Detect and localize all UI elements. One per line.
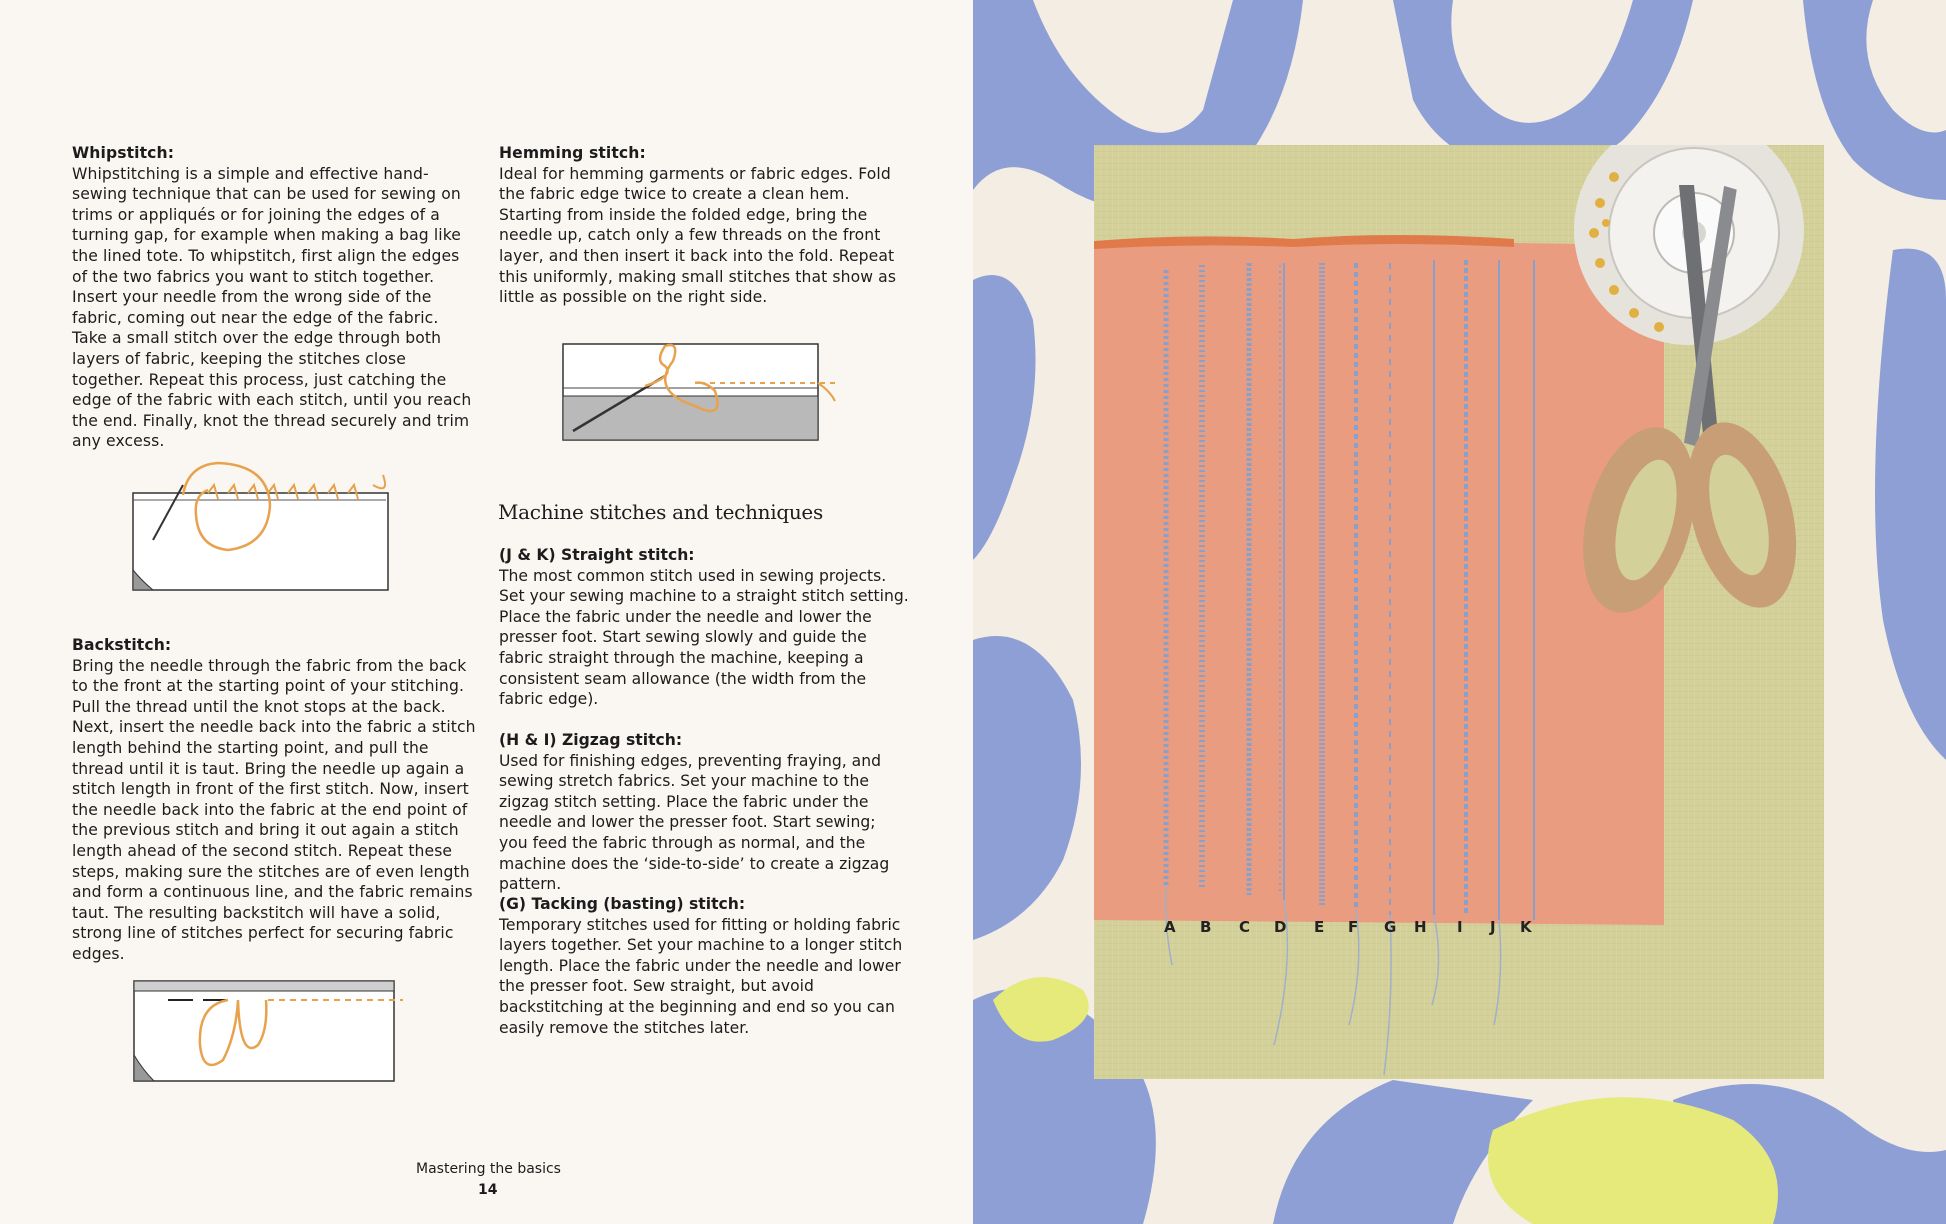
sample-letter: F (1348, 918, 1359, 936)
hemming-illustration (555, 336, 845, 446)
hemming-body: Ideal for hemming garments or fabric edges. Fold the fabric edge twice to create a clean hem. Starting from inside the folded edge, bring the needle up, catch only a few threads on the front layer, and then insert it back into the fold. Repeat this uniformly, making small stitches that show as little as possible on the right side. (499, 164, 897, 307)
sample-letter: B (1200, 918, 1212, 936)
whipstitch-illustration (128, 455, 398, 595)
hemming-heading: Hemming stitch: (499, 144, 646, 162)
hemming-section (499, 143, 904, 308)
tacking-stitch-heading: (G) Tacking (basting) stitch: (499, 895, 746, 913)
sample-letter: D (1274, 918, 1287, 936)
footer-section-title: Mastering the basics (416, 1161, 561, 1177)
sample-letter: A (1164, 918, 1176, 936)
sample-letter: K (1520, 918, 1532, 936)
sample-letter: I (1457, 918, 1463, 936)
sample-letter: E (1314, 918, 1325, 936)
straight-stitch-section (499, 545, 909, 710)
backstitch-section (72, 635, 482, 965)
sample-letter: G (1384, 918, 1397, 936)
straight-stitch-heading: (J & K) Straight stitch: (499, 546, 695, 564)
tacking-stitch-body: Temporary stitches used for fitting or holding fabric layers together. Set your machine to a longer stitch length. Place the fabric under the needle and lower the presser foot. Sew straight, but avoid backstitching at the beginning and end so you can easily remove the stitches later. (499, 915, 903, 1037)
sample-letter-row (1094, 918, 1594, 948)
whipstitch-heading: Whipstitch: (72, 144, 175, 162)
page-number: 14 (478, 1182, 498, 1198)
zigzag-stitch-heading: (H & I) Zigzag stitch: (499, 731, 683, 749)
sample-letter: C (1239, 918, 1251, 936)
machine-stitches-title: Machine stitches and techniques (498, 500, 823, 524)
straight-stitch-body: The most common stitch used in sewing projects. Set your sewing machine to a straight stitch setting. Place the fabric under the needle and lower the presser foot. Start sewing slowly and guide the fabric straight through the machine, keeping a consistent seam allowance (the width from the fabric edge). (499, 566, 909, 709)
backstitch-heading: Backstitch: (72, 636, 172, 654)
backstitch-illustration (128, 975, 418, 1085)
zigzag-stitch-body: Used for finishing edges, preventing fraying, and sewing stretch fabrics. Set your machine to the zigzag stitch setting. Place the fabric under the needle and lower the presser foot. Start sewing; you feed the fabric through as normal, and the machine does the ‘side-to-side’ to create a zigzag pattern. (499, 751, 890, 894)
whipstitch-section (72, 143, 477, 452)
backstitch-body: Bring the needle through the fabric from the back to the front at the starting point of your stitching. Pull the thread until the knot stops at the back. Next, insert the needle back into the fabric a stitch length behind the starting point, and pull the thread until it is taut. Bring the needle up again a stitch length in front of the first stitch. Now, insert the needle back into the fabric at the end point of the previous stitch and bring it out again a stitch length ahead of the second stitch. Repeat these steps, making sure the stitches are of even length and form a continuous line, and the fabric remains taut. The resulting backstitch will have a solid, strong line of stitches perfect for securing fabric edges. (72, 656, 476, 963)
sample-letter: J (1490, 918, 1496, 936)
stitch-samples-photo (1094, 145, 1824, 1079)
right-page (973, 0, 1946, 1224)
zigzag-stitch-section (499, 730, 909, 895)
whipstitch-body: Whipstitching is a simple and effective hand-sewing technique that can be used for sewing on trims or appliqués or for joining the edges of a turning gap, for example when making a bag like the lined tote. To whipstitch, first align the edges of the two fabrics you want to stitch together. Insert your needle from the wrong side of the fabric, coming out near the edge of the fabric. Take a small stitch over the edge through both layers of fabric, keeping the stitches close together. Repeat this process, just catching the edge of the fabric with each stitch, until you reach the end. Finally, knot the thread securely and trim any excess. (72, 164, 472, 451)
tacking-stitch-section (499, 894, 909, 1038)
sample-letter: H (1414, 918, 1427, 936)
